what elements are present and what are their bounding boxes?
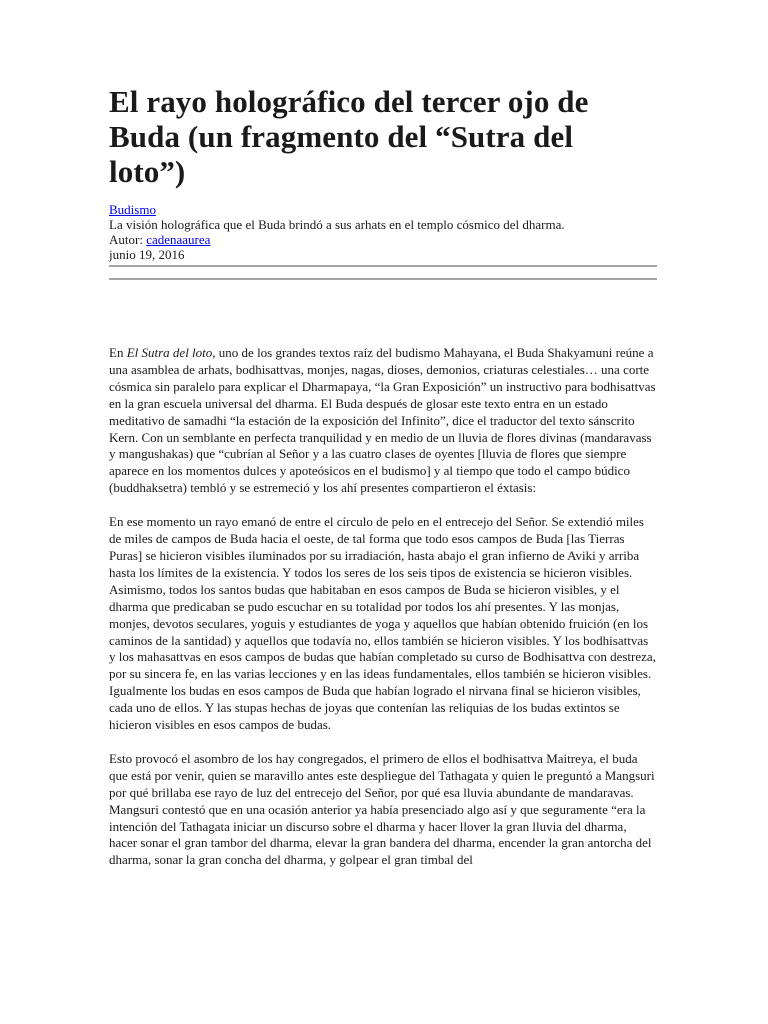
p1-prefix: En [109, 345, 127, 360]
author-label: Autor: [109, 232, 147, 247]
divider-bottom [109, 278, 657, 280]
article-title: El rayo holográfico del tercer ojo de Buda (un fragmento del “Sutra del loto”) [109, 84, 589, 189]
publish-date: junio 19, 2016 [109, 247, 185, 262]
author-line [109, 232, 657, 247]
divider-top [109, 265, 657, 267]
p1-text: uno de los grandes textos raíz del budismo Mahayana, el Buda Shakyamuni reúne a una asamblea de arhats, bodhisattvas, monjes, nagas, dioses, demonios, criaturas celestiales… una corte cósmica sin paralelo para explicar el Dharmapaya, “la Gran Exposición” un instructivo para bodhisattvas en la gran escuela universal del dharma. El Buda después de glosar este texto entra en un estado meditativo de samadhi “la estación de la exposición del Infinito”, dice el traductor del texto sánscrito Kern. Con un semblante en perfecta tranquilidad y en medio de un lluvia de flores divinas (mandaravass y mangushakas) que “cubrían al Señor y a las cuatro clases de oyentes [lluvia de flores que siempre aparece en los momentos dulces y apoteósicos en el budismo] y al tiempo que todo el campo búdico (buddhaksetra) tembló y se estremeció y los ahí presentes compartieron el éxtasis: [109, 345, 656, 496]
article-summary: La visión holográfica que el Buda brindó a sus arhats en el templo cósmico del dharma. [109, 217, 565, 232]
book-title: El Sutra del loto, [126, 345, 216, 360]
paragraph-3: Esto provocó el asombro de los hay congregados, el primero de ellos el bodhisattva Maitreya, el buda que está por venir, quien se maravillo antes este despliegue del Tathagata y quien le preguntó a Mangsuri por qué brillaba ese rayo de luz del entrecejo del Señor, por qué esa lluvia abundante de mandaravas. Mangsuri contestó que en una ocasión anterior ya había presenciado algo así y que seguramente “era la intención del Tathagata iniciar un discurso sobre el dharma y hacer llover la gran lluvia del dharma, hacer sonar el gran tambor del dharma, elevar la gran bandera del dharma, encender la gran antorcha del dharma, sonar la gran concha del dharma, y golpear el gran timbal del [109, 750, 655, 868]
author-link[interactable]: cadenaaurea [146, 232, 211, 247]
category-link[interactable]: Budismo [109, 202, 156, 217]
article-body [109, 345, 657, 869]
paragraph-1 [109, 345, 657, 497]
article-page [109, 84, 657, 886]
paragraph-2: En ese momento un rayo emanó de entre el círculo de pelo en el entrecejo del Señor. Se extendió miles de miles de campos de Buda hacia el oeste, de tal forma que todo esos campos de Buda [las Tierras Puras] se hicieron visibles iluminados por su irradiación, hasta abajo el gran infierno de Aviki y arriba hasta los límites de la existencia. Y todos los seres de los seis tipos de existencia se hicieron visibles. Asimismo, todos los santos budas que habitaban en esos campos de Buda se hicieron visibles, y el dharma que predicaban se pudo escuchar en su totalidad por todos los ahí presentes. Y las monjas, monjes, devotos seculares, yoguis y estudiantes de yoga y aquellos que habían obtenido fruición (en los caminos de la santidad) y aquellos que todavía no, ellos también se hicieron visibles. Y los bodhisattvas y los mahasattvas en esos campos de budas que habían completado su curso de Bodhisattva con destreza, por su sincera fe, en las varias lecciones y en las ideas fundamentales, ellos también se hicieron visibles. Igualmente los budas en esos campos de Buda que habían logrado el nirvana final se hicieron visibles, cada uno de ellos. Y las stupas hechas de joyas que contenían las reliquias de los budas extintos se hicieron visibles en esos campos de budas. [109, 514, 656, 733]
article-meta [109, 202, 657, 262]
